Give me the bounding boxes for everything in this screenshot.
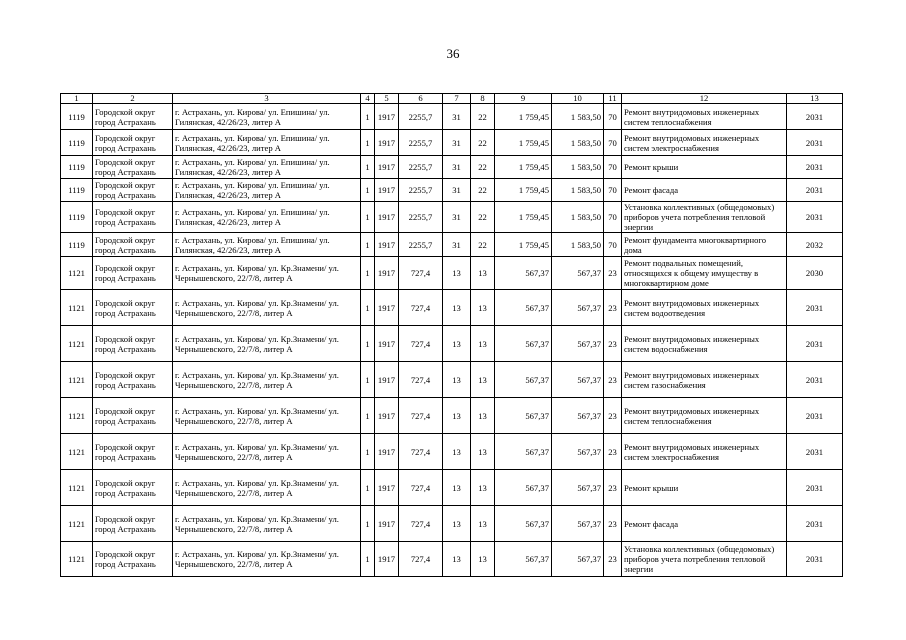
col11-cell: 23 — [604, 257, 622, 290]
address-cell: г. Астрахань, ул. Кирова/ ул. Кр.Знамени/ ул. Чернышевского, 22/7/8, литер А — [173, 257, 361, 290]
area-cell: 727,4 — [399, 290, 443, 326]
year-cell: 1917 — [375, 179, 399, 202]
col11-cell: 23 — [604, 362, 622, 398]
col7-cell: 31 — [443, 104, 471, 130]
area-cell: 2255,7 — [399, 104, 443, 130]
col4-cell: 1 — [361, 233, 375, 257]
table-row — [61, 362, 843, 398]
row-id-cell: 1119 — [61, 130, 93, 156]
area-cell: 2255,7 — [399, 202, 443, 233]
area-cell: 2255,7 — [399, 179, 443, 202]
area-cell: 727,4 — [399, 470, 443, 506]
col9-cell: 1 759,45 — [495, 130, 552, 156]
column-number: 3 — [173, 94, 361, 104]
municipality-cell: Городской округ город Астрахань — [93, 398, 173, 434]
col10-cell: 1 583,50 — [552, 233, 604, 257]
col4-cell: 1 — [361, 362, 375, 398]
year-cell: 1917 — [375, 470, 399, 506]
col8-cell: 22 — [471, 104, 495, 130]
col7-cell: 31 — [443, 130, 471, 156]
work-type-cell: Установка коллективных (общедомовых) приборов учета потребления тепловой энергии — [622, 202, 787, 233]
col7-cell: 13 — [443, 398, 471, 434]
area-cell: 2255,7 — [399, 156, 443, 179]
col11-cell: 70 — [604, 233, 622, 257]
col10-cell: 567,37 — [552, 434, 604, 470]
year-cell: 1917 — [375, 233, 399, 257]
plan-year-cell: 2031 — [787, 104, 843, 130]
col9-cell: 567,37 — [495, 362, 552, 398]
col8-cell: 13 — [471, 362, 495, 398]
col4-cell: 1 — [361, 104, 375, 130]
municipality-cell: Городской округ город Астрахань — [93, 326, 173, 362]
col9-cell: 1 759,45 — [495, 179, 552, 202]
col8-cell: 13 — [471, 470, 495, 506]
work-type-cell: Ремонт крыши — [622, 470, 787, 506]
col7-cell: 13 — [443, 470, 471, 506]
column-number: 11 — [604, 94, 622, 104]
col10-cell: 1 583,50 — [552, 130, 604, 156]
col8-cell: 22 — [471, 130, 495, 156]
col7-cell: 31 — [443, 202, 471, 233]
col7-cell: 31 — [443, 233, 471, 257]
municipality-cell: Городской округ город Астрахань — [93, 257, 173, 290]
column-number: 13 — [787, 94, 843, 104]
column-number: 1 — [61, 94, 93, 104]
col10-cell: 567,37 — [552, 290, 604, 326]
work-type-cell: Ремонт крыши — [622, 156, 787, 179]
address-cell: г. Астрахань, ул. Кирова/ ул. Епишина/ ул. Гилянская, 42/26/23, литер А — [173, 179, 361, 202]
col11-cell: 23 — [604, 398, 622, 434]
table-row — [61, 434, 843, 470]
area-cell: 727,4 — [399, 326, 443, 362]
row-id-cell: 1119 — [61, 202, 93, 233]
municipality-cell: Городской округ город Астрахань — [93, 233, 173, 257]
area-cell: 727,4 — [399, 542, 443, 577]
col8-cell: 13 — [471, 434, 495, 470]
work-type-cell: Ремонт внутридомовых инженерных систем водоотведения — [622, 290, 787, 326]
plan-year-cell: 2032 — [787, 233, 843, 257]
year-cell: 1917 — [375, 156, 399, 179]
address-cell: г. Астрахань, ул. Кирова/ ул. Кр.Знамени/ ул. Чернышевского, 22/7/8, литер А — [173, 398, 361, 434]
row-id-cell: 1119 — [61, 179, 93, 202]
col7-cell: 13 — [443, 326, 471, 362]
plan-year-cell: 2031 — [787, 202, 843, 233]
column-number: 2 — [93, 94, 173, 104]
col11-cell: 70 — [604, 179, 622, 202]
column-number-row — [61, 94, 843, 104]
col8-cell: 13 — [471, 257, 495, 290]
municipality-cell: Городской округ город Астрахань — [93, 130, 173, 156]
repair-schedule-table — [60, 93, 843, 577]
municipality-cell: Городской округ город Астрахань — [93, 434, 173, 470]
plan-year-cell: 2031 — [787, 130, 843, 156]
col7-cell: 13 — [443, 434, 471, 470]
col10-cell: 1 583,50 — [552, 202, 604, 233]
column-number: 10 — [552, 94, 604, 104]
row-id-cell: 1121 — [61, 362, 93, 398]
area-cell: 727,4 — [399, 362, 443, 398]
work-type-cell: Установка коллективных (общедомовых) приборов учета потребления тепловой энергии — [622, 542, 787, 577]
table-body — [61, 104, 843, 577]
plan-year-cell: 2031 — [787, 362, 843, 398]
area-cell: 727,4 — [399, 257, 443, 290]
municipality-cell: Городской округ город Астрахань — [93, 179, 173, 202]
table-row — [61, 290, 843, 326]
work-type-cell: Ремонт фасада — [622, 506, 787, 542]
municipality-cell: Городской округ город Астрахань — [93, 290, 173, 326]
table-row — [61, 202, 843, 233]
plan-year-cell: 2031 — [787, 156, 843, 179]
col9-cell: 1 759,45 — [495, 156, 552, 179]
area-cell: 2255,7 — [399, 130, 443, 156]
col8-cell: 13 — [471, 326, 495, 362]
col4-cell: 1 — [361, 470, 375, 506]
year-cell: 1917 — [375, 434, 399, 470]
table-row — [61, 179, 843, 202]
municipality-cell: Городской округ город Астрахань — [93, 202, 173, 233]
work-type-cell: Ремонт внутридомовых инженерных систем теплоснабжения — [622, 104, 787, 130]
area-cell: 727,4 — [399, 434, 443, 470]
col4-cell: 1 — [361, 179, 375, 202]
year-cell: 1917 — [375, 326, 399, 362]
municipality-cell: Городской округ город Астрахань — [93, 470, 173, 506]
table-header — [61, 94, 843, 104]
col9-cell: 1 759,45 — [495, 202, 552, 233]
work-type-cell: Ремонт внутридомовых инженерных систем газоснабжения — [622, 362, 787, 398]
col7-cell: 13 — [443, 542, 471, 577]
municipality-cell: Городской округ город Астрахань — [93, 506, 173, 542]
year-cell: 1917 — [375, 362, 399, 398]
col8-cell: 13 — [471, 506, 495, 542]
plan-year-cell: 2031 — [787, 506, 843, 542]
col7-cell: 13 — [443, 290, 471, 326]
row-id-cell: 1119 — [61, 104, 93, 130]
col10-cell: 567,37 — [552, 470, 604, 506]
column-number: 7 — [443, 94, 471, 104]
plan-year-cell: 2031 — [787, 290, 843, 326]
year-cell: 1917 — [375, 202, 399, 233]
municipality-cell: Городской округ город Астрахань — [93, 156, 173, 179]
work-type-cell: Ремонт внутридомовых инженерных систем теплоснабжения — [622, 398, 787, 434]
col9-cell: 567,37 — [495, 290, 552, 326]
column-number: 5 — [375, 94, 399, 104]
plan-year-cell: 2031 — [787, 326, 843, 362]
address-cell: г. Астрахань, ул. Кирова/ ул. Епишина/ ул. Гилянская, 42/26/23, литер А — [173, 156, 361, 179]
table-row — [61, 326, 843, 362]
col9-cell: 1 759,45 — [495, 104, 552, 130]
col10-cell: 567,37 — [552, 362, 604, 398]
address-cell: г. Астрахань, ул. Кирова/ ул. Епишина/ ул. Гилянская, 42/26/23, литер А — [173, 104, 361, 130]
work-type-cell: Ремонт фундамента многоквартирного дома — [622, 233, 787, 257]
row-id-cell: 1121 — [61, 257, 93, 290]
page-number: 36 — [446, 46, 460, 61]
address-cell: г. Астрахань, ул. Кирова/ ул. Кр.Знамени/ ул. Чернышевского, 22/7/8, литер А — [173, 470, 361, 506]
row-id-cell: 1119 — [61, 233, 93, 257]
table-row — [61, 542, 843, 577]
col4-cell: 1 — [361, 156, 375, 179]
work-type-cell: Ремонт внутридомовых инженерных систем электроснабжения — [622, 130, 787, 156]
plan-year-cell: 2031 — [787, 434, 843, 470]
col9-cell: 567,37 — [495, 326, 552, 362]
col9-cell: 567,37 — [495, 470, 552, 506]
year-cell: 1917 — [375, 130, 399, 156]
col9-cell: 567,37 — [495, 542, 552, 577]
address-cell: г. Астрахань, ул. Кирова/ ул. Кр.Знамени/ ул. Чернышевского, 22/7/8, литер А — [173, 434, 361, 470]
col11-cell: 23 — [604, 290, 622, 326]
table-row — [61, 156, 843, 179]
column-number: 6 — [399, 94, 443, 104]
col4-cell: 1 — [361, 326, 375, 362]
address-cell: г. Астрахань, ул. Кирова/ ул. Епишина/ ул. Гилянская, 42/26/23, литер А — [173, 202, 361, 233]
municipality-cell: Городской округ город Астрахань — [93, 542, 173, 577]
table-row — [61, 506, 843, 542]
col8-cell: 13 — [471, 398, 495, 434]
col10-cell: 567,37 — [552, 506, 604, 542]
year-cell: 1917 — [375, 104, 399, 130]
col8-cell: 22 — [471, 202, 495, 233]
col7-cell: 13 — [443, 362, 471, 398]
address-cell: г. Астрахань, ул. Кирова/ ул. Кр.Знамени/ ул. Чернышевского, 22/7/8, литер А — [173, 506, 361, 542]
work-type-cell: Ремонт внутридомовых инженерных систем водоснабжения — [622, 326, 787, 362]
col10-cell: 567,37 — [552, 257, 604, 290]
table-row — [61, 130, 843, 156]
col8-cell: 22 — [471, 179, 495, 202]
address-cell: г. Астрахань, ул. Кирова/ ул. Кр.Знамени/ ул. Чернышевского, 22/7/8, литер А — [173, 362, 361, 398]
col11-cell: 70 — [604, 202, 622, 233]
col7-cell: 13 — [443, 506, 471, 542]
column-number: 9 — [495, 94, 552, 104]
col10-cell: 567,37 — [552, 398, 604, 434]
col11-cell: 23 — [604, 542, 622, 577]
address-cell: г. Астрахань, ул. Кирова/ ул. Кр.Знамени/ ул. Чернышевского, 22/7/8, литер А — [173, 326, 361, 362]
area-cell: 727,4 — [399, 506, 443, 542]
row-id-cell: 1121 — [61, 290, 93, 326]
col4-cell: 1 — [361, 290, 375, 326]
row-id-cell: 1121 — [61, 506, 93, 542]
column-number: 8 — [471, 94, 495, 104]
col11-cell: 70 — [604, 104, 622, 130]
col10-cell: 567,37 — [552, 542, 604, 577]
col9-cell: 1 759,45 — [495, 233, 552, 257]
year-cell: 1917 — [375, 542, 399, 577]
municipality-cell: Городской округ город Астрахань — [93, 362, 173, 398]
row-id-cell: 1121 — [61, 326, 93, 362]
area-cell: 2255,7 — [399, 233, 443, 257]
table-row — [61, 470, 843, 506]
col10-cell: 567,37 — [552, 326, 604, 362]
col7-cell: 31 — [443, 179, 471, 202]
row-id-cell: 1121 — [61, 398, 93, 434]
municipality-cell: Городской округ город Астрахань — [93, 104, 173, 130]
col7-cell: 13 — [443, 257, 471, 290]
col9-cell: 567,37 — [495, 398, 552, 434]
address-cell: г. Астрахань, ул. Кирова/ ул. Кр.Знамени/ ул. Чернышевского, 22/7/8, литер А — [173, 542, 361, 577]
table-row — [61, 398, 843, 434]
year-cell: 1917 — [375, 398, 399, 434]
table-row — [61, 104, 843, 130]
row-id-cell: 1121 — [61, 542, 93, 577]
row-id-cell: 1121 — [61, 434, 93, 470]
col4-cell: 1 — [361, 202, 375, 233]
col11-cell: 23 — [604, 470, 622, 506]
col4-cell: 1 — [361, 434, 375, 470]
work-type-cell: Ремонт внутридомовых инженерных систем электроснабжения — [622, 434, 787, 470]
col7-cell: 31 — [443, 156, 471, 179]
col4-cell: 1 — [361, 398, 375, 434]
plan-year-cell: 2030 — [787, 257, 843, 290]
year-cell: 1917 — [375, 506, 399, 542]
col10-cell: 1 583,50 — [552, 156, 604, 179]
work-type-cell: Ремонт фасада — [622, 179, 787, 202]
col9-cell: 567,37 — [495, 506, 552, 542]
year-cell: 1917 — [375, 290, 399, 326]
col9-cell: 567,37 — [495, 434, 552, 470]
plan-year-cell: 2031 — [787, 542, 843, 577]
table-row — [61, 257, 843, 290]
col10-cell: 1 583,50 — [552, 104, 604, 130]
work-type-cell: Ремонт подвальных помещений, относящихся к общему имуществу в многоквартирном доме — [622, 257, 787, 290]
plan-year-cell: 2031 — [787, 398, 843, 434]
col11-cell: 23 — [604, 434, 622, 470]
column-number: 12 — [622, 94, 787, 104]
col8-cell: 22 — [471, 233, 495, 257]
col4-cell: 1 — [361, 257, 375, 290]
col8-cell: 22 — [471, 156, 495, 179]
column-number: 4 — [361, 94, 375, 104]
col10-cell: 1 583,50 — [552, 179, 604, 202]
plan-year-cell: 2031 — [787, 179, 843, 202]
col4-cell: 1 — [361, 506, 375, 542]
col9-cell: 567,37 — [495, 257, 552, 290]
row-id-cell: 1119 — [61, 156, 93, 179]
col8-cell: 13 — [471, 542, 495, 577]
address-cell: г. Астрахань, ул. Кирова/ ул. Кр.Знамени/ ул. Чернышевского, 22/7/8, литер А — [173, 290, 361, 326]
col4-cell: 1 — [361, 130, 375, 156]
area-cell: 727,4 — [399, 398, 443, 434]
col11-cell: 70 — [604, 156, 622, 179]
row-id-cell: 1121 — [61, 470, 93, 506]
address-cell: г. Астрахань, ул. Кирова/ ул. Епишина/ ул. Гилянская, 42/26/23, литер А — [173, 130, 361, 156]
col11-cell: 23 — [604, 326, 622, 362]
col4-cell: 1 — [361, 542, 375, 577]
plan-year-cell: 2031 — [787, 470, 843, 506]
col11-cell: 70 — [604, 130, 622, 156]
col8-cell: 13 — [471, 290, 495, 326]
table-row — [61, 233, 843, 257]
col11-cell: 23 — [604, 506, 622, 542]
year-cell: 1917 — [375, 257, 399, 290]
address-cell: г. Астрахань, ул. Кирова/ ул. Епишина/ ул. Гилянская, 42/26/23, литер А — [173, 233, 361, 257]
